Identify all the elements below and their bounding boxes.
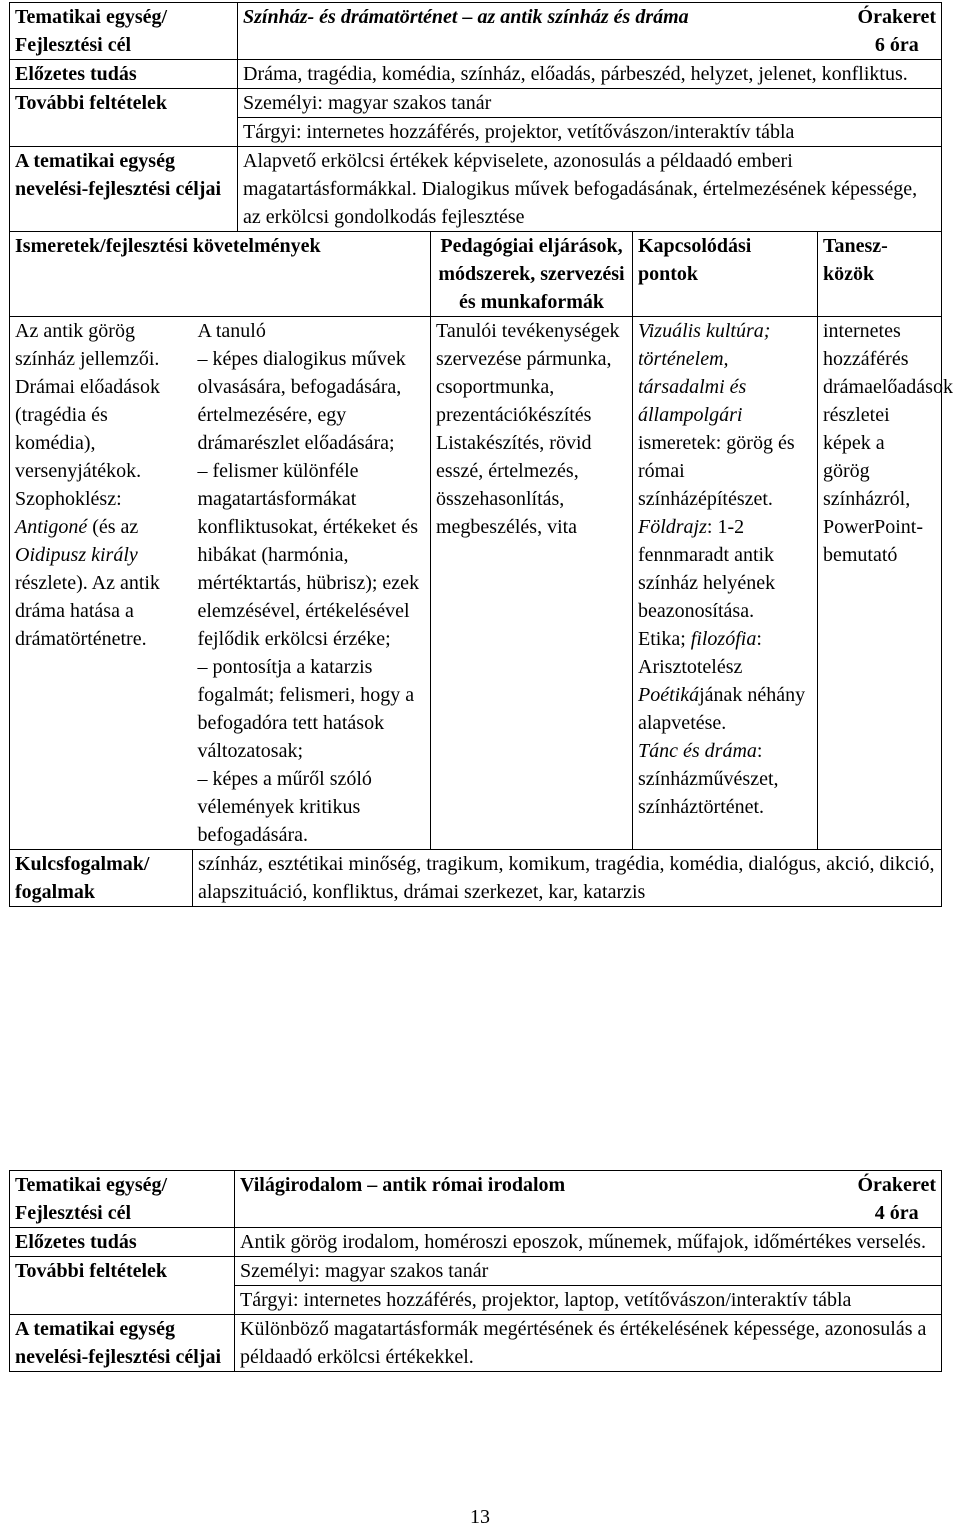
prior-knowledge-row-2 bbox=[10, 1228, 942, 1257]
syllabus-table-greek-theatre bbox=[9, 2, 953, 907]
connection-2 bbox=[638, 513, 812, 625]
connection-3-subject-2: filozófia bbox=[690, 628, 757, 650]
key-concepts-row bbox=[10, 850, 942, 907]
unit-row-2 bbox=[10, 1171, 942, 1228]
goals-label-2: A tematikai egység nevelési-fejlesztési céljai bbox=[10, 1315, 235, 1372]
unit-title: Színház- és drámatörténet – az antik színház és dráma bbox=[243, 6, 689, 28]
conditions-material-2: Tárgyi: internetes hozzáférés, projektor, laptop, vetítővászon/interaktív tábla bbox=[235, 1286, 942, 1315]
hours-label: Órakeret bbox=[857, 6, 937, 28]
connection-4-text: : színházművészet, színháztörténet. bbox=[638, 740, 779, 818]
connection-1-text: ismeretek: görög és római színházépítészet. bbox=[638, 432, 795, 510]
methods-cell bbox=[431, 317, 633, 850]
connection-3-work: Poétiká bbox=[638, 684, 700, 706]
hours-box-2 bbox=[858, 1171, 937, 1227]
connection-1-subjects: Vizuális kultúra; történelem, társadalmi és állampolgári bbox=[638, 320, 771, 426]
connections-cell bbox=[633, 317, 818, 850]
connection-3-text-2: jának néhány alapvetése. bbox=[638, 684, 806, 734]
knowledge-text-3: részlete). Az antik dráma hatása a drámatörténetre. bbox=[15, 572, 160, 650]
goals-row-2 bbox=[10, 1315, 942, 1372]
connection-4 bbox=[638, 737, 812, 821]
student-item-2: – felismer különféle magatartásformákat konfliktusokat, értékeket és hibákat (harmónia, mértéktartás, hübrisz); ezek elemzésével, értékelésével fejlődik erkölcsi érzéke; bbox=[197, 460, 420, 650]
header-methods: Pedagógiai eljárások, módszerek, szervezési és munkaformák bbox=[431, 232, 633, 317]
connection-2-text: : 1-2 fennmaradt antik színház helyének beazonosítása. bbox=[638, 516, 776, 622]
prior-label-2: Előzetes tudás bbox=[10, 1228, 235, 1257]
hours-box bbox=[858, 3, 937, 59]
conditions-label-2: További feltételek bbox=[10, 1257, 235, 1315]
goals-label: A tematikai egység nevelési-fejlesztési céljai bbox=[10, 147, 238, 232]
header-tools: Tanesz-közök bbox=[818, 232, 942, 317]
prior-text-2: Antik görög irodalom, homéroszi eposzok, műnemek, műfajok, időmértékes verselés. bbox=[235, 1228, 942, 1257]
goals-row bbox=[10, 147, 942, 232]
conditions-row bbox=[10, 89, 942, 118]
prior-knowledge-row bbox=[10, 60, 942, 89]
student-item-1: – képes dialogikus művek olvasására, befogadására, értelmezésére, egy drámarészlet előadására; bbox=[197, 348, 406, 454]
methods-text-2: Listakészítés, rövid esszé, értelmezés, összehasonlítás, megbeszélés, vita bbox=[436, 432, 592, 538]
header-requirements: Ismeretek/fejlesztési követelmények bbox=[10, 232, 431, 317]
unit-title-2: Világirodalom – antik római irodalom bbox=[240, 1174, 566, 1196]
knowledge-cell bbox=[10, 317, 193, 850]
connection-3-text: : Arisztotelész bbox=[638, 628, 762, 678]
hours-value: 6 óra bbox=[874, 34, 919, 56]
header-connections: Kapcsolódási pontok bbox=[633, 232, 818, 317]
unit-title-cell-2 bbox=[235, 1171, 942, 1228]
connection-4-subject: Tánc és dráma bbox=[638, 740, 757, 762]
student-intro: A tanuló bbox=[197, 320, 266, 342]
student-item-4: – képes a műről szóló vélemények kritikus befogadására. bbox=[197, 768, 372, 846]
hours-label-2: Órakeret bbox=[857, 1174, 936, 1196]
conditions-label: További feltételek bbox=[10, 89, 238, 147]
hours-value-2: 4 óra bbox=[874, 1202, 919, 1224]
knowledge-antigone: Antigoné bbox=[15, 516, 88, 538]
conditions-material: Tárgyi: internetes hozzáférés, projektor, vetítővászon/interaktív tábla bbox=[238, 118, 942, 147]
connection-1 bbox=[638, 317, 812, 513]
unit-title-cell bbox=[238, 3, 942, 60]
header-row bbox=[10, 232, 942, 317]
prior-text: Dráma, tragédia, komédia, színház, előadás, párbeszéd, helyzet, jelenet, konfliktus. bbox=[238, 60, 942, 89]
connection-2-subject: Földrajz bbox=[638, 516, 707, 538]
key-text: színház, esztétikai minőség, tragikum, komikum, tragédia, komédia, dialógus, akció, dikció, alapszituáció, konfliktus, drámai szerkezet, kar, katarzis bbox=[193, 850, 942, 907]
unit-row bbox=[10, 3, 942, 60]
tools-cell: internetes hozzáférés drámaelőadások részletei képek a görög színházról, PowerPoint-bemutató bbox=[818, 317, 942, 850]
prior-label: Előzetes tudás bbox=[10, 60, 238, 89]
unit-label-2: Tematikai egység/ Fejlesztési cél bbox=[10, 1171, 235, 1228]
conditions-personal: Személyi: magyar szakos tanár bbox=[238, 89, 942, 118]
conditions-row-2a bbox=[10, 1257, 942, 1286]
goals-text: Alapvető erkölcsi értékek képviselete, azonosulás a példaadó emberi magatartásformákkal. Dialogikus művek befogadásának, értelmezésének képessége, az erkölcsi gondolkodás fejlesztése bbox=[238, 147, 942, 232]
knowledge-oidipusz: Oidipusz király bbox=[15, 544, 138, 566]
syllabus-table-roman-literature bbox=[9, 1170, 942, 1372]
methods-text-1: Tanulói tevékenységek szervezése pármunka, csoportmunka, prezentációkészítés bbox=[436, 320, 620, 426]
student-item-3: – pontosítja a katarzis fogalmát; felismeri, hogy a befogadóra tett hatások változatosak; bbox=[197, 656, 415, 762]
knowledge-text-1: Az antik görög színház jellemzői. Drámai előadások (tragédia és komédia), versenyjátékok. Szophoklész: bbox=[15, 320, 160, 510]
connection-3-subject: Etika; bbox=[638, 628, 691, 650]
content-row bbox=[10, 317, 942, 850]
goals-text-2: Különböző magatartásformák megértésének és értékelésének képessége, azonosulás a példaadó erkölcsi értékekkel. bbox=[235, 1315, 942, 1372]
student-cell bbox=[193, 317, 431, 850]
knowledge-text-2: (és az bbox=[87, 516, 139, 538]
connection-3 bbox=[638, 625, 812, 737]
key-label: Kulcsfogalmak/ fogalmak bbox=[10, 850, 193, 907]
unit-label: Tematikai egység/ Fejlesztési cél bbox=[10, 3, 238, 60]
conditions-personal-2: Személyi: magyar szakos tanár bbox=[235, 1257, 942, 1286]
page-number: 13 bbox=[470, 1506, 490, 1528]
